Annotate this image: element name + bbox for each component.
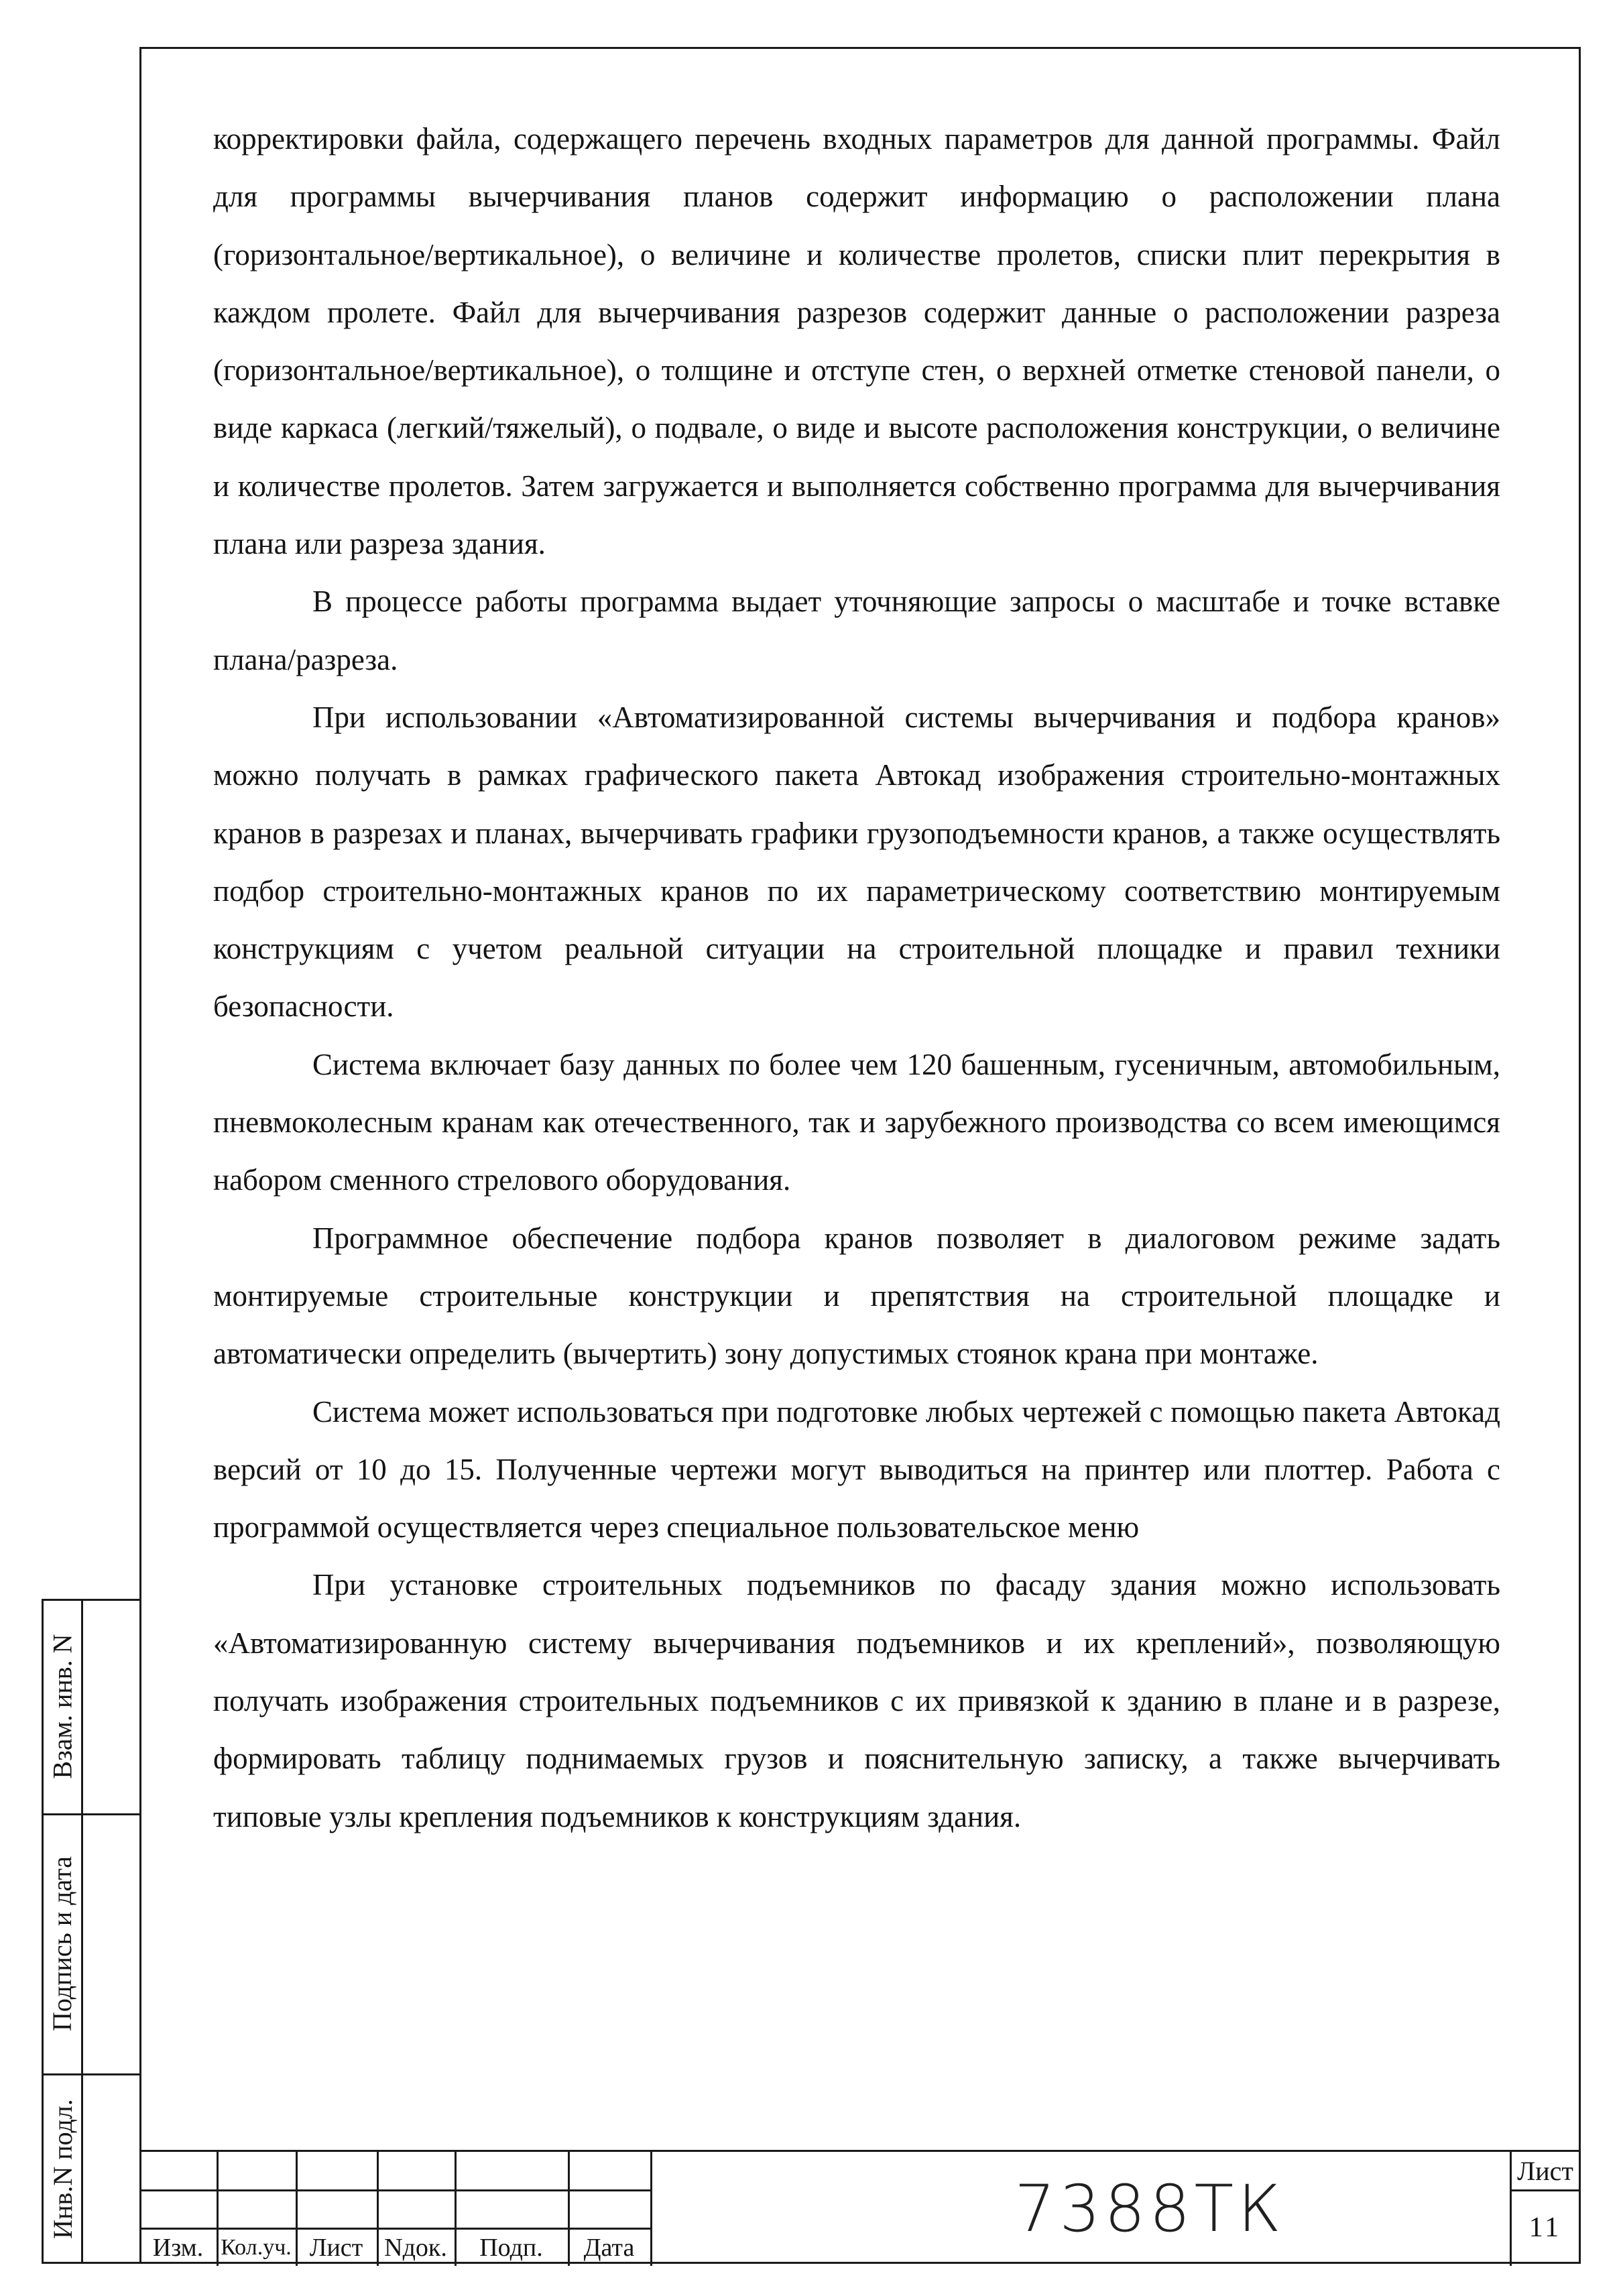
col-label-doc-number: Nдок. xyxy=(384,2234,447,2262)
col-label-count: Кол.уч. xyxy=(221,2235,292,2260)
document-code: 7388ТК xyxy=(1014,2171,1285,2246)
paragraph-2: В процессе работы программа выдает уточняющие запросы о масштабе и точке вставке плана/разреза. xyxy=(213,585,1500,676)
col-label-signature: Подп. xyxy=(479,2234,543,2262)
side-stamp-strip xyxy=(42,1599,139,2264)
title-block xyxy=(139,2150,1581,2264)
inv-exchange-label: Взам. инв. N xyxy=(47,1633,78,1779)
inv-exchange-cell xyxy=(42,1599,83,1813)
sheet-number: 11 xyxy=(1528,2212,1562,2243)
paragraph-4: Система включает базу данных по более чем 120 башенным, гусеничным, автомобильным, пневмоколесным кранам как отечественного, так и зарубежного производства со всем имеющимся набором сменного стрелового оборудования. xyxy=(213,1047,1500,1197)
inv-original-label: Инв.N подл. xyxy=(47,2098,78,2239)
paragraph-7: При установке строительных подъемников по фасаду здания можно использовать «Автоматизированную систему вычерчивания подъемников и их креплений», позволяющую получать изображения строительных подъемников с их привязкой к зданию в плане и в разрезе, формировать таблицу поднимаемых грузов и пояснительную записку, а также вычерчивать типовые узлы крепления подъемников к конструкциям здания. xyxy=(213,1568,1500,1833)
paragraph-5: Программное обеспечение подбора кранов позволяет в диалоговом режиме задать монтируемые строительные конструкции и препятствия на строительной площадке и автоматически определить (вычертить) зону допустимых стоянок крана при монтаже. xyxy=(213,1221,1500,1371)
col-label-change: Изм. xyxy=(152,2234,204,2262)
paragraph-6: Система может использоваться при подготовке любых чертежей с помощью пакета Автокад версий от 10 до 15. Полученные чертежи могут выводиться на принтер или плоттер. Работа с программой осуществляется через специальное пользовательское меню xyxy=(213,1394,1500,1545)
signature-date-cell xyxy=(42,1813,83,2073)
paragraph-1: корректировки файла, содержащего перечень входных параметров для данной программы. Файл для программы вычерчивания планов содержит информацию о расположении плана (горизонтальное/вертикальное), о величине и количестве пролетов, списки плит перекрытия в каждом пролете. Файл для вычерчивания разрезов содержит данные о расположении разреза (горизонтальное/вертикальное), о толщине и отступе стен, о верхней отметке стеновой панели, о виде каркаса (легкий/тяжелый), о подвале, о виде и высоте расположения конструкции, о величине и количестве пролетов. Затем загружается и выполняется собственно программа для вычерчивания плана или разреза здания. xyxy=(213,122,1500,561)
signature-date-label: Подпись и дата xyxy=(47,1856,78,2031)
col-label-date: Дата xyxy=(583,2234,635,2262)
inv-original-cell xyxy=(42,2073,83,2264)
paragraph-3: При использовании «Автоматизированной системы вычерчивания и подбора кранов» можно получать в рамках графического пакета Автокад изображения строительно-монтажных кранов в разрезах и планах, вычерчивать графики грузоподъемности кранов, а также осуществлять подбор строительно-монтажных кранов по их параметрическому соответствию монтируемым конструкциям с учетом реальной ситуации на строительной площадке и правил техники безопасности. xyxy=(213,700,1500,1024)
side-value-column xyxy=(83,1599,139,2264)
col-label-sheet: Лист xyxy=(309,2234,363,2262)
sheet-label: Лист xyxy=(1517,2155,1573,2186)
document-body xyxy=(213,110,1500,1846)
